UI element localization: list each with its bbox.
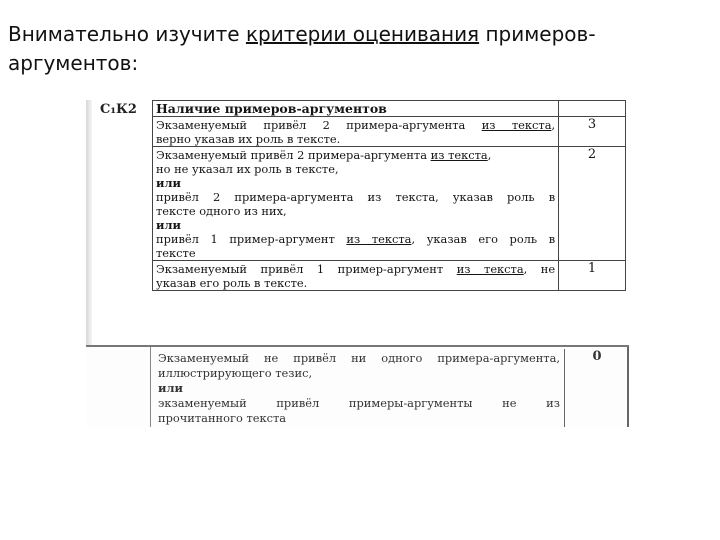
heading-text-end: примеров- <box>479 22 596 46</box>
text-line: Экзаменуемый привёл 2 примера-аргумента из текста, <box>156 118 556 132</box>
score-value: 2 <box>559 147 626 261</box>
text-line: иллюстрирующего тезис, <box>158 366 313 380</box>
heading-text-start: Внимательно изучите <box>8 22 246 46</box>
text-line: Экзаменуемый привёл 1 пример-аргумент из текста, не <box>156 262 556 276</box>
text-line: указав его роль в тексте. <box>156 276 308 290</box>
continuation-scan <box>86 345 629 427</box>
table-header-row <box>153 101 626 117</box>
table-row <box>153 117 626 147</box>
table-row <box>153 261 626 291</box>
text-line: привёл 1 пример-аргумент из текста, указав его роль в <box>156 232 556 246</box>
text-line: Экзаменуемый привёл 2 примера-аргумента из текста, <box>156 148 492 162</box>
criterion-code: С₁К2 <box>100 102 137 117</box>
criteria-table <box>152 100 626 291</box>
border-line <box>627 347 629 427</box>
score-value: 3 <box>559 117 626 147</box>
text-line: экзаменуемый привёл примеры-аргументы не из <box>158 396 560 410</box>
criterion-description <box>153 147 559 261</box>
instruction-heading <box>8 20 708 78</box>
criterion-description <box>153 117 559 147</box>
criteria-link-text: критерии оценивания <box>245 22 480 46</box>
text-line: верно указав их роль в тексте. <box>156 132 341 146</box>
criteria-table-scan <box>86 100 629 427</box>
text-line: Экзаменуемый не привёл ни одного примера-аргумента, <box>158 351 560 365</box>
table-title: Наличие примеров-аргументов <box>153 101 559 117</box>
text-line: тексте одного из них, <box>156 204 287 218</box>
text-line: прочитанного текста <box>158 411 287 425</box>
column-divider <box>150 347 151 427</box>
or-connector: или <box>156 218 181 232</box>
or-connector: или <box>156 176 181 190</box>
score-header <box>559 101 626 117</box>
heading-text-line2: аргументов: <box>8 51 139 75</box>
score-value: 1 <box>559 261 626 291</box>
criterion-description <box>158 351 560 426</box>
text-line: но не указал их роль в тексте, <box>156 162 339 176</box>
criterion-description <box>153 261 559 291</box>
score-value: 0 <box>564 349 629 427</box>
text-line: привёл 2 примера-аргумента из текста, указав роль в <box>156 190 556 204</box>
table-row <box>153 147 626 261</box>
or-connector: или <box>158 381 183 395</box>
text-line: тексте <box>156 246 196 260</box>
